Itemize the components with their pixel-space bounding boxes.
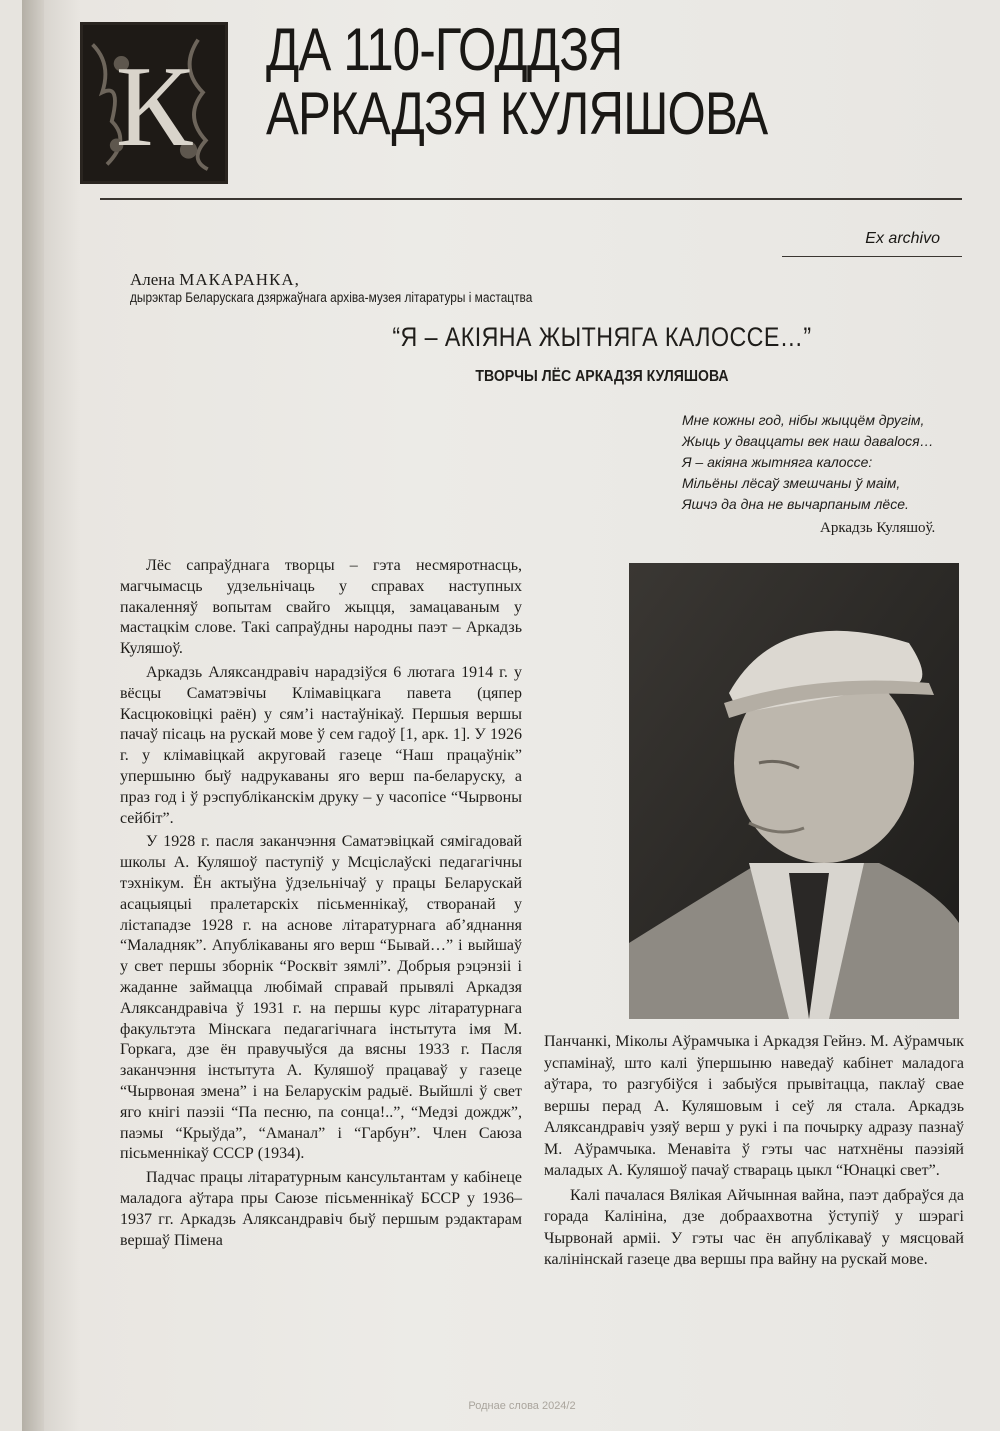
dropcap-ornament-icon — [83, 25, 225, 181]
author-name — [130, 270, 300, 290]
epigraph-line: Мільёны лёсаў змешчаны ў маім, — [682, 475, 901, 491]
title-line-1: ДА 110-ГОДДЗЯ — [266, 16, 623, 83]
epigraph — [682, 410, 952, 515]
page-footer: Роднае слова 2024/2 — [468, 1400, 576, 1412]
epigraph-line: Жыць у дваццаты век наш даваlося… — [682, 433, 934, 449]
ornamental-dropcap — [80, 22, 228, 184]
article-body-right-column — [544, 1031, 964, 1271]
article-body-left-column — [120, 556, 522, 1251]
paragraph: Панчанкі, Міколы Аўрамчыка і Аркадзя Гейнэ. М. Аўрамчык успамінаў, што калі ўпершыню наведаў кабінет маладога аўтара, то разгубіўся і забыўся прывітацца, паклаў свае вершы перад А. Куляшовым і сеў ля стала. Аркадзь Аляксандравіч узяў верш у рукі і па почырку адразу пазнаў М. Аўрамчыка. Менавіта ў гэты час натхнёны паэзіяй маладых А. Куляшоў пачаў ствараць цыкл “Юнацкі свет”. — [544, 1033, 964, 1179]
epigraph-author: Аркадзь Куляшоў. — [820, 520, 936, 536]
portrait-man-in-cap-icon — [629, 563, 959, 1019]
paragraph: Калі пачалася Вялікая Айчынная вайна, паэт дабраўся да горада Калініна, дзе добраахвотна ўступіў у шэрагі Чырвонай арміі. У гэты час ён апублікаваў у мясцовай калінінскай газеце два вершы пра вайну на рускай мове. — [544, 1186, 964, 1268]
magazine-page — [22, 0, 1000, 1431]
paragraph: Лёс сапраўднага творцы – гэта несмяротнасць, магчымасць удзельнічаць у справах наступных пакаленняў вопытам свайго жыцця, замацаваным у мастацкім слове. Такі сапраўдны народны паэт – Аркадзь Куляшоў. — [120, 557, 522, 658]
author-role: дырэктар Беларускага дзяржаўнага архіва-музея літаратуры і мастацтва — [130, 290, 533, 305]
article-headline: “Я – АКІЯНА ЖЫТНЯГА КАЛОССЕ…” — [392, 322, 812, 352]
epigraph-line: Я – акіяна жытняга калоссе: — [682, 454, 873, 470]
author-first-name: Алена — [130, 270, 175, 289]
title-divider — [100, 198, 962, 200]
paragraph: У 1928 г. пасля заканчэння Саматэвіцкай сямігадовай школы А. Куляшоў паступіў у Мсціслаўскі педагагічны тэхнікум. Ён актыўна ўдзельнічаў у працы Беларускай асацыяцыі пралетарскіх пісьменнікаў, створанай у лістападзе 1928 г. на аснове літаратурнага аб’яднання “Маладняк”. Апублікаваны яго верш “Бывай…” і выйшаў у свет першы зборнік “Росквіт зямлі”. Добрыя рэцэнзіі і жаданне займацца любімай справай прывялі Аркадзя Аляксандравіча ў 1931 г. на першы курс літаратурнага факультэта Мінскага педагагічнага інстытута імя М. Горкага, дзе ён правучыўся да вясны 1933 г. Пасля заканчэння інстытута А. Куляшоў працаваў у газеце “Чырвоная змена” і на Беларускім радыё. Выйшлі ў свет яго кнігі паэзіі “Па песню, па сонца!..”, “Медзі дождж”, паэмы “Крыўда”, “Аманал” і “Гарбун”. Член Саюза пісьменнікаў СССР (1934). — [120, 833, 522, 1163]
rubric-divider — [782, 256, 962, 257]
dropcap-letter: К — [115, 42, 193, 171]
epigraph-line: Мне кожны год, нібы жыццём другім, — [682, 412, 925, 428]
section-rubric: Ex archivo — [865, 230, 940, 247]
paragraph: Аркадзь Аляксандравіч нарадзіўся 6 лютага 1914 г. у вёсцы Саматэвічы Клімавіцкага павета (цяпер Касцюковіцкі раён) у сям’і настаўнікаў. Першыя вершы пачаў пісаць на рускай мове ў сем гадоў [1, арк. 1]. У 1926 г. у клімавіцкай акруговай газеце “Наш працаўнік” упершыню быў надрукаваны яго верш па-беларуску, а праз год і ў рэспубліканскім друку – у часопісе “Чырвоны сейбіт”. — [120, 663, 522, 827]
facing-page-edge — [22, 0, 44, 1431]
paragraph: Падчас працы літаратурным кансультантам у кабінеце маладога аўтара пры Саюзе пісьменнікаў БССР у 1936–1937 гг. Аркадзь Аляксандравіч быў першым рэдактарам вершаў Пімена — [120, 1169, 522, 1249]
portrait-photo — [629, 563, 959, 1019]
article-subhead: ТВОРЧЫ ЛЁС АРКАДЗЯ КУЛЯШОВА — [475, 368, 729, 385]
page-title — [266, 18, 856, 146]
title-line-2: АРКАДЗЯ КУЛЯШОВА — [266, 80, 768, 147]
author-last-name: МАКАРАНКА, — [179, 270, 300, 289]
epigraph-line: Яшчэ да дна не вычарпаным лёсе. — [682, 496, 909, 512]
